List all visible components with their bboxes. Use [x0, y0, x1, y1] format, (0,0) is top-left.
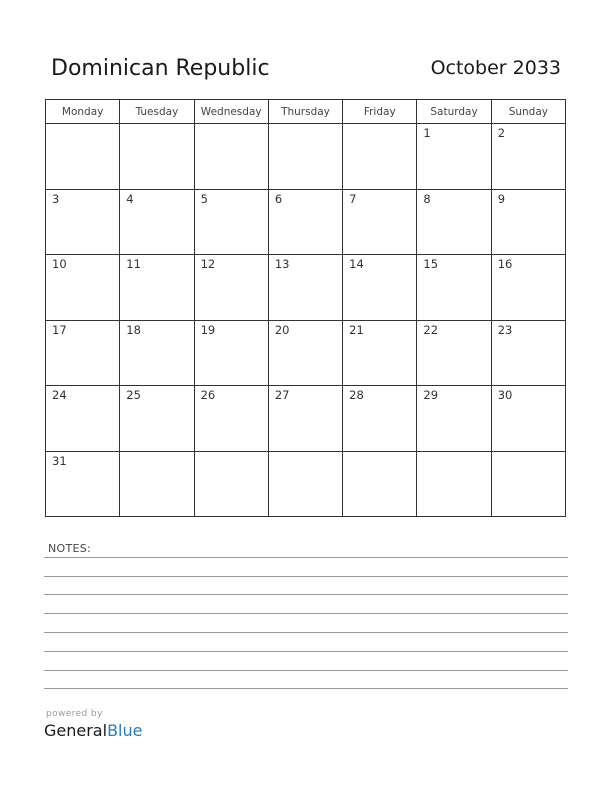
weekday-monday: Monday — [46, 100, 120, 124]
day-number — [269, 452, 342, 454]
day-number: 5 — [200, 191, 208, 206]
day-cell — [268, 189, 342, 255]
day-cell — [46, 124, 120, 190]
day-cell — [417, 386, 491, 452]
day-cell — [268, 320, 342, 386]
day-cell — [46, 386, 120, 452]
country-title: Dominican Republic — [51, 56, 270, 81]
day-cell — [268, 451, 342, 517]
note-line — [44, 613, 568, 614]
note-line — [44, 576, 568, 577]
day-cell — [417, 255, 491, 321]
day-number — [195, 452, 268, 454]
day-cell — [268, 255, 342, 321]
day-cell — [194, 255, 268, 321]
day-cell — [417, 320, 491, 386]
day-cell — [417, 189, 491, 255]
day-cell — [491, 451, 565, 517]
day-number: 24 — [52, 388, 67, 402]
day-number — [195, 124, 268, 126]
note-line — [44, 688, 568, 689]
week-row — [46, 386, 566, 452]
weekday-friday: Friday — [343, 100, 417, 124]
day-number: 13 — [274, 257, 290, 271]
day-cell — [268, 386, 342, 452]
brand-logo[interactable] — [44, 721, 142, 740]
day-number — [343, 452, 416, 454]
day-cell — [491, 320, 565, 386]
weekday-thursday: Thursday — [268, 100, 342, 124]
week-row — [46, 189, 566, 255]
day-number: 10 — [52, 257, 67, 271]
calendar-grid — [45, 99, 566, 517]
day-cell — [343, 189, 417, 255]
day-cell — [46, 451, 120, 517]
day-number — [269, 124, 342, 126]
week-row — [46, 124, 566, 190]
day-cell — [46, 189, 120, 255]
day-number: 15 — [423, 257, 439, 271]
note-line — [44, 557, 568, 558]
day-number — [417, 452, 490, 454]
brand-general-text: General — [44, 721, 108, 740]
day-number — [343, 124, 416, 126]
day-number: 28 — [349, 388, 364, 402]
day-cell — [343, 386, 417, 452]
day-number: 7 — [349, 191, 357, 206]
day-number: 9 — [497, 191, 506, 206]
day-number: 26 — [200, 388, 216, 402]
day-cell — [491, 189, 565, 255]
day-cell — [120, 386, 194, 452]
week-row — [46, 320, 566, 386]
week-row — [46, 451, 566, 517]
day-number: 29 — [423, 388, 439, 402]
day-number — [120, 124, 193, 126]
day-cell — [46, 320, 120, 386]
brand-blue-text: Blue — [107, 721, 143, 740]
day-number: 3 — [52, 191, 60, 206]
day-number: 4 — [126, 191, 134, 206]
day-cell — [194, 451, 268, 517]
day-cell — [194, 124, 268, 190]
weekday-saturday: Saturday — [417, 100, 491, 124]
day-number: 14 — [349, 257, 364, 271]
day-number: 1 — [423, 126, 431, 140]
day-cell — [343, 124, 417, 190]
notes-label: NOTES: — [48, 542, 92, 555]
weekday-header-row — [46, 100, 566, 124]
month-title: October 2033 — [430, 57, 561, 79]
day-number: 11 — [126, 257, 141, 271]
day-number: 22 — [423, 322, 439, 337]
day-number: 8 — [423, 191, 431, 206]
day-number: 31 — [52, 453, 67, 468]
day-cell — [46, 255, 120, 321]
day-number: 16 — [497, 257, 513, 271]
day-number — [120, 452, 193, 454]
day-number: 12 — [200, 257, 216, 271]
weekday-sunday: Sunday — [491, 100, 565, 124]
day-cell — [417, 451, 491, 517]
day-number: 20 — [274, 322, 290, 337]
powered-by-text: powered by — [46, 709, 103, 719]
note-line — [44, 651, 568, 652]
day-number: 23 — [497, 322, 513, 337]
day-cell — [491, 255, 565, 321]
weekday-tuesday: Tuesday — [120, 100, 194, 124]
day-cell — [120, 124, 194, 190]
day-number: 6 — [274, 191, 283, 206]
day-cell — [120, 189, 194, 255]
day-number: 18 — [126, 322, 141, 337]
day-cell — [120, 320, 194, 386]
day-cell — [120, 451, 194, 517]
day-number — [492, 452, 565, 454]
note-line — [44, 594, 568, 595]
note-line — [44, 632, 568, 633]
day-cell — [120, 255, 194, 321]
note-line — [44, 670, 568, 671]
day-cell — [343, 451, 417, 517]
day-number: 30 — [497, 388, 513, 402]
week-row — [46, 255, 566, 321]
day-cell — [491, 124, 565, 190]
day-cell — [268, 124, 342, 190]
day-cell — [491, 386, 565, 452]
day-cell — [194, 386, 268, 452]
day-cell — [194, 320, 268, 386]
day-cell — [343, 255, 417, 321]
weekday-wednesday: Wednesday — [194, 100, 268, 124]
day-number: 27 — [274, 388, 290, 402]
day-number: 2 — [497, 126, 506, 140]
day-number: 21 — [349, 322, 364, 337]
day-number: 19 — [200, 322, 216, 337]
day-number: 17 — [52, 322, 67, 337]
day-number: 25 — [126, 388, 141, 402]
day-number — [46, 124, 119, 126]
day-cell — [417, 124, 491, 190]
day-cell — [343, 320, 417, 386]
day-cell — [194, 189, 268, 255]
